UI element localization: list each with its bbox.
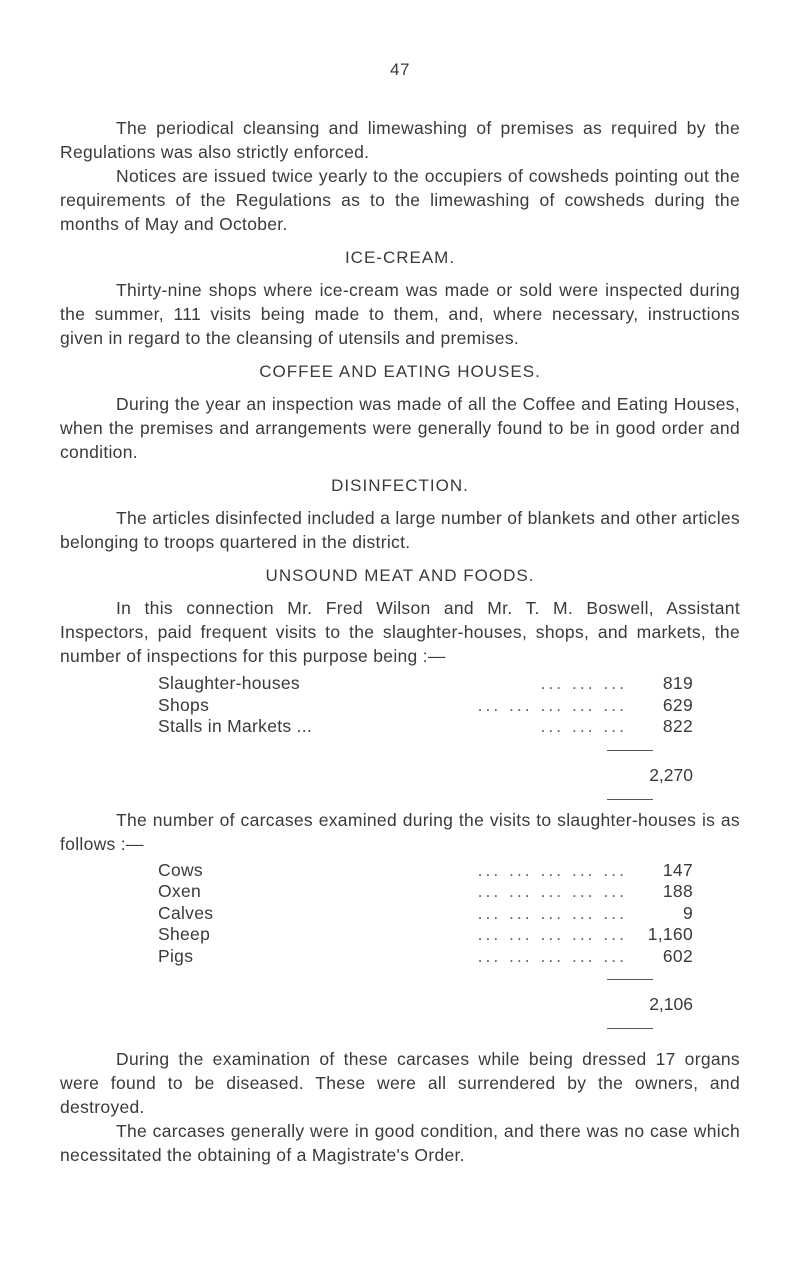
row-label: Oxen <box>158 881 202 901</box>
carcases-row <box>158 946 693 968</box>
leader-dots: ... ... ... ... ... <box>477 924 627 944</box>
inspections-row <box>158 695 693 717</box>
leader-dots: ... ... ... ... ... <box>477 694 627 715</box>
row-value: 629 <box>662 694 693 715</box>
paragraph-ice-cream: Thirty-nine shops where ice-cream was made or sold were inspected during the summer, 111 visits being made to them, and, where necessary, instructions given in regard to the cleansing of utensils and premises. <box>60 280 740 348</box>
row-label: Cows <box>158 859 203 880</box>
inspections-row <box>158 716 693 738</box>
carcases-table <box>158 860 693 968</box>
leader-dots: ... ... ... ... ... <box>477 945 627 966</box>
paragraph-carcase-condition: The carcases generally were in good condition, and there was no case which necessitated the obtaining of a Magistrate's Order. <box>60 1121 740 1165</box>
carcases-row <box>158 860 693 882</box>
paragraph-disinfection: The articles disinfected included a large number of blankets and other articles belonging to troops quartered in the district. <box>60 508 740 552</box>
page-number: 47 <box>390 60 410 79</box>
sum-rule <box>607 979 653 980</box>
paragraph-diseased-organs: During the examination of these carcases while being dressed 17 organs were found to be diseased. These were all surrendered by the owners, and destroyed. <box>60 1049 740 1117</box>
paragraph-carcases-intro: The number of carcases examined during the visits to slaughter-houses is as follows :— <box>60 809 740 854</box>
carcases-row <box>158 903 693 925</box>
heading-disinfection: DISINFECTION. <box>331 476 469 495</box>
leader-dots: ... ... ... <box>540 716 627 736</box>
inspections-row <box>158 673 693 695</box>
row-value: 188 <box>662 881 693 901</box>
carcases-row <box>158 881 693 903</box>
row-label: Slaughter-houses <box>158 673 300 693</box>
inspections-table <box>158 673 693 738</box>
heading-unsound-meat: UNSOUND MEAT AND FOODS. <box>265 566 535 585</box>
leader-dots: ... ... ... ... ... <box>477 859 627 880</box>
inspections-total: 2,270 <box>649 764 693 785</box>
leader-dots: ... ... ... ... ... <box>477 881 627 901</box>
row-label: Shops <box>158 694 210 715</box>
heading-coffee-houses: COFFEE AND EATING HOUSES. <box>259 362 541 381</box>
paragraph-coffee-houses: During the year an inspection was made of all the Coffee and Eating Houses, when the premises and arrangements were generally found to be in good order and condition. <box>60 394 740 462</box>
row-value: 602 <box>662 945 693 966</box>
carcases-total: 2,106 <box>649 994 693 1014</box>
row-label: Calves <box>158 902 214 923</box>
row-label: Sheep <box>158 924 211 944</box>
heading-ice-cream: ICE-CREAM. <box>344 248 456 267</box>
row-value: 1,160 <box>647 924 693 944</box>
paragraph-notices: Notices are issued twice yearly to the occupiers of cowsheds pointing out the requirements of the Regulations as to the limewashing of cowsheds during the months of May and October. <box>60 166 740 234</box>
paragraph-cleansing: The periodical cleansing and limewashing of premises as required by the Regulations was also strictly enforced. <box>60 118 740 162</box>
row-value: 819 <box>662 673 693 693</box>
sum-rule <box>607 799 653 800</box>
row-value: 9 <box>682 902 693 923</box>
leader-dots: ... ... ... <box>540 673 627 693</box>
row-value: 822 <box>662 716 693 736</box>
row-label: Pigs <box>158 945 194 966</box>
sum-rule <box>607 750 653 751</box>
paragraph-unsound-intro: In this connection Mr. Fred Wilson and Mr. T. M. Boswell, Assistant Inspectors, paid frequent visits to the slaughter-houses, shops, and markets, the number of inspections for this purpose being :— <box>60 598 740 666</box>
leader-dots: ... ... ... ... ... <box>477 902 627 923</box>
row-value: 147 <box>662 859 693 880</box>
carcases-row <box>158 924 693 946</box>
row-label: Stalls in Markets ... <box>158 716 313 736</box>
sum-rule <box>607 1028 653 1029</box>
